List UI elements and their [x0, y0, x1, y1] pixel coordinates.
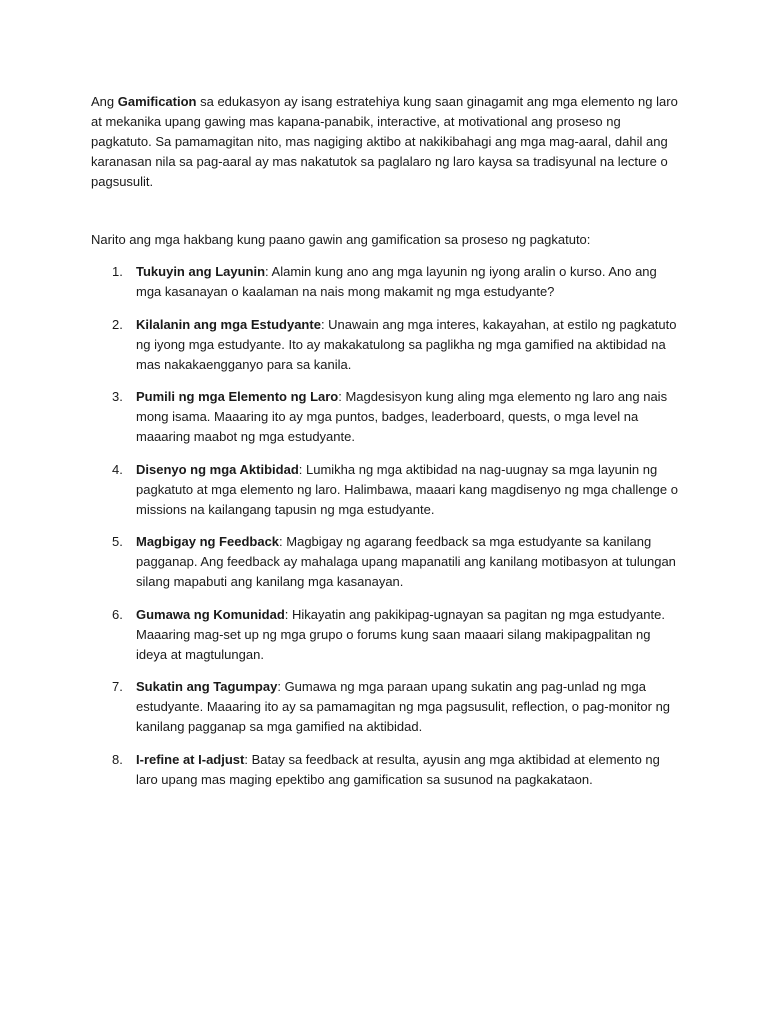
step-number: 6.	[112, 606, 123, 622]
list-item	[91, 460, 681, 520]
step-number: 1.	[112, 264, 123, 279]
step-text: : Unawain ang mga interes, kakayahan, at estilo ng pagkatuto ng iyong mga estudyante. Ito ay makakatulong sa paglikha ng mga gamified na aktibidad na mas nakakaengganyo para sa kanila.	[136, 316, 677, 372]
step-number: 5.	[112, 534, 123, 549]
intro-term: Gamification	[117, 94, 197, 109]
step-title: Disenyo ng mga Aktibidad	[136, 461, 299, 477]
step-text: : Lumikha ng mga aktibidad na nag-uugnay sa mga layunin ng pagkatuto at mga elemento ng laro. Halimbawa, maaari kang magdisenyo ng mga challenge o missions na kailangang tapusin ng mga estudyante.	[136, 461, 678, 517]
step-title: Gumawa ng Komunidad	[136, 606, 285, 622]
step-number: 8.	[112, 751, 123, 767]
step-title: Kilalanin ang mga Estudyante	[136, 316, 321, 332]
step-text: : Gumawa ng mga paraan upang sukatin ang pag-unlad ng mga estudyante. Maaaring ito ay sa pamamagitan ng mga pagsusulit, reflection, o pag-monitor ng kanilang pagganap sa mga gamified na aktibidad.	[136, 679, 671, 734]
step-title: Magbigay ng Feedback	[136, 534, 280, 549]
step-number: 4.	[112, 461, 123, 477]
step-number: 7.	[112, 679, 123, 694]
list-item	[91, 532, 681, 592]
list-item	[91, 315, 681, 375]
step-text: : Batay sa feedback at resulta, ayusin ang mga aktibidad at elemento ng laro upang mas maging epektibo ang gamification sa susunod na pagkakataon.	[136, 751, 660, 787]
intro-prefix: Ang	[91, 94, 118, 109]
list-item	[91, 677, 681, 737]
lead-paragraph: Narito ang mga hakbang kung paano gawin ang gamification sa proseso ng pagkatuto:	[91, 232, 591, 247]
list-item	[91, 605, 681, 665]
step-title: Tukuyin ang Layunin	[136, 264, 266, 279]
step-text: : Alamin kung ano ang mga layunin ng iyong aralin o kurso. Ano ang mga kasanayan o kaalaman na nais mong makamit ng mga estudyante?	[136, 264, 657, 299]
step-title: Pumili ng mga Elemento ng Laro	[136, 389, 339, 404]
list-item	[91, 262, 681, 302]
document-body	[91, 92, 681, 802]
list-item	[91, 387, 681, 447]
step-title: Sukatin ang Tagumpay	[136, 679, 278, 694]
steps-list	[91, 262, 681, 790]
intro-paragraph	[91, 92, 681, 192]
step-title: I-refine at I-adjust	[136, 751, 245, 767]
step-number: 3.	[112, 389, 123, 404]
step-text: : Hikayatin ang pakikipag-ugnayan sa pagitan ng mga estudyante. Maaaring mag-set up ng mga grupo o forums kung saan maaari silang makipagpalitan ng ideya at magtulungan.	[136, 606, 665, 662]
step-text: : Magdesisyon kung aling mga elemento ng laro ang nais mong isama. Maaaring ito ay mga puntos, badges, leaderboard, quests, o mga level na maaaring maabot ng mga estudyante.	[136, 389, 668, 444]
intro-text: sa edukasyon ay isang estratehiya kung saan ginagamit ang mga elemento ng laro at mekanika upang gawing mas kapana-panabik, interactive, at motivational ang proseso ng pagkatuto. Sa pamamagitan nito, mas nagiging aktibo at nakikibahagi ang mga mag-aaral, dahil ang karanasan nila sa pag-aaral ay mas nakatutok sa paglalaro ng laro kaysa sa tradisyunal na lecture o pagsusulit.	[91, 94, 678, 189]
list-item	[91, 750, 681, 790]
step-text: : Magbigay ng agarang feedback sa mga estudyante sa kanilang pagganap. Ang feedback ay mahalaga upang mapanatili ang kanilang motibasyon at tulungan silang mapabuti ang kanilang mga kasanayan.	[136, 534, 676, 589]
step-number: 2.	[112, 316, 123, 332]
